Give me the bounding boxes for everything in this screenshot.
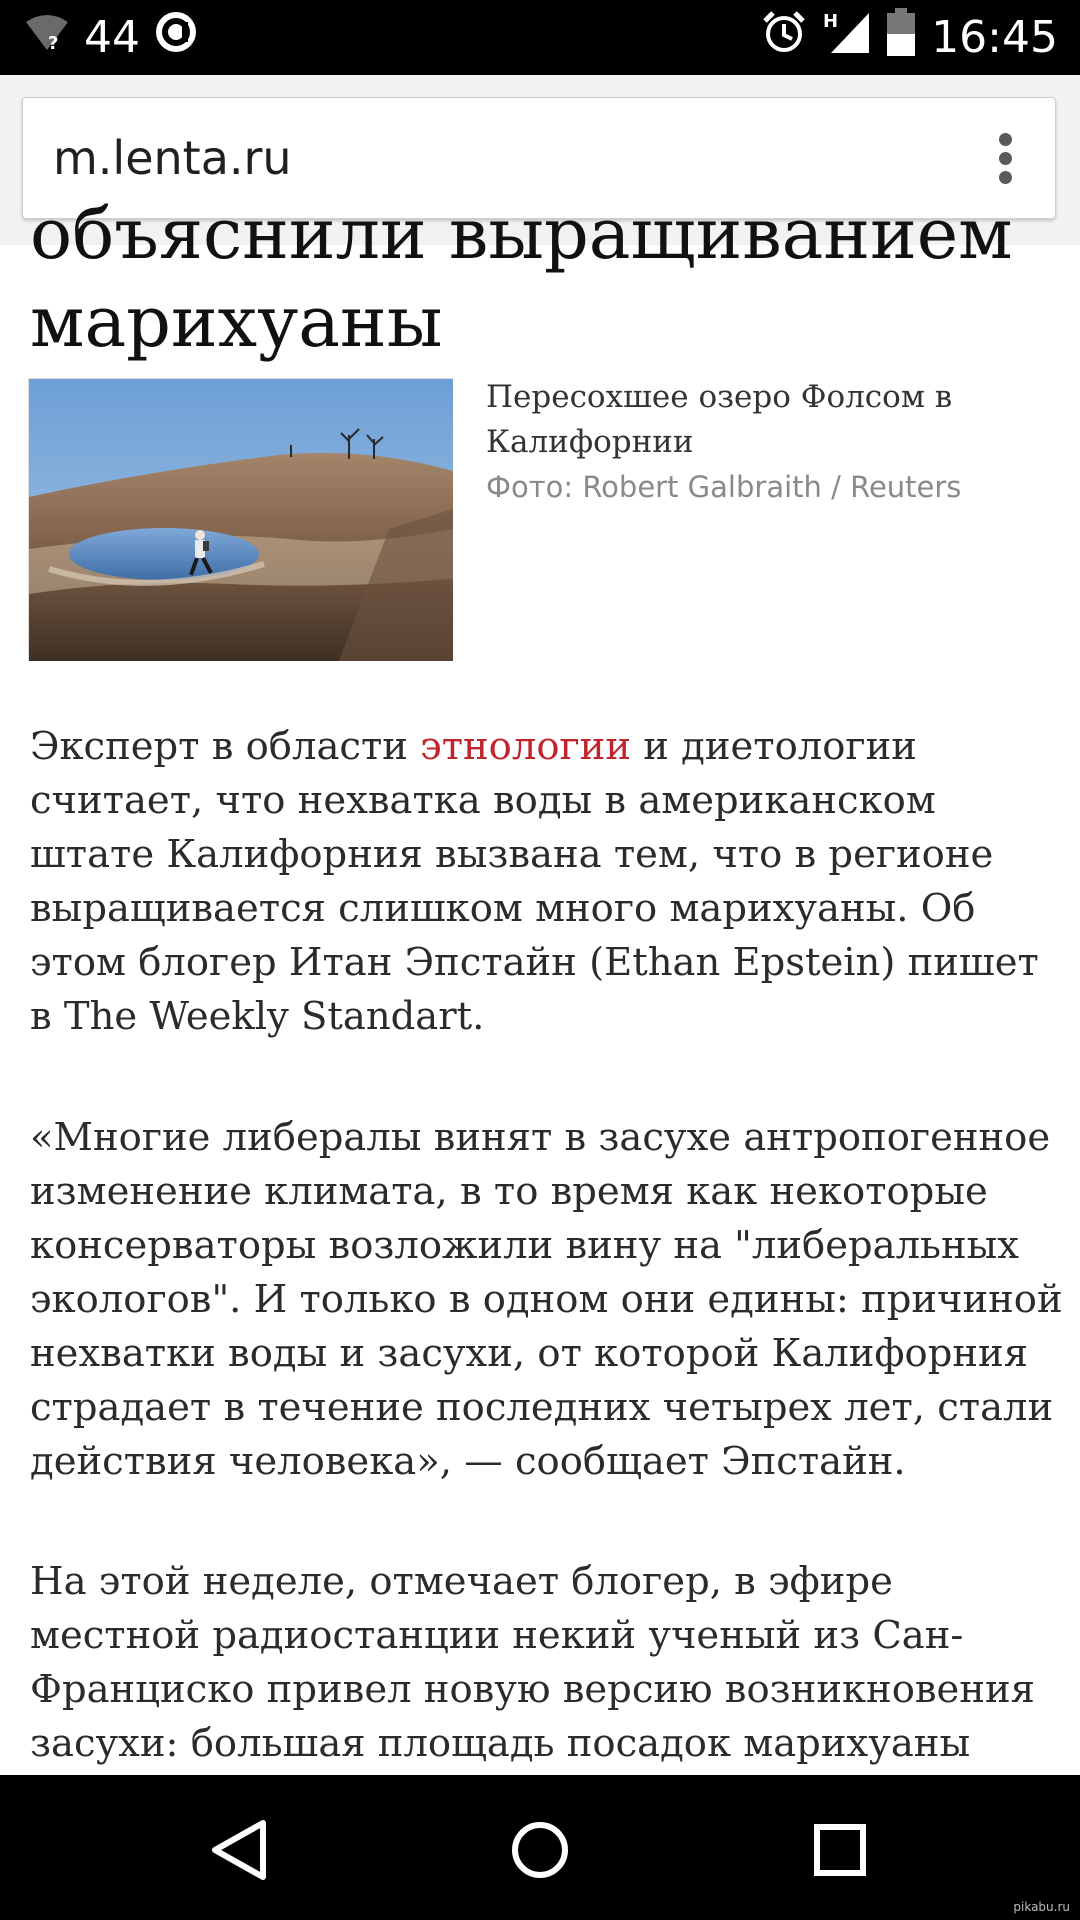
back-icon[interactable] xyxy=(195,1805,285,1895)
photo-caption-text: Пересохшее озеро Фолсом в Калифорнии xyxy=(486,379,953,460)
paragraph-2: «Многие либералы винят в засухе антропогенное изменение климата, в то время как некоторые консерваторы возложили вину на "либеральных экологов". И только в одном они едины: причиной нехватки воды и засухи, от которой Калифорния страдает в течение последних четырех лет, стали действия человека», — сообщает Эпстайн. xyxy=(30,1115,1063,1484)
paragraph-1-rest: и диетологии считает, что нехватка воды в американском штате Калифорния вызвана тем, что в регионе выращивается слишком много марихуаны. Об этом блогер Итан Эпстайн (Ethan Epstein) пишет в The Weekly Standart. xyxy=(30,724,1039,1039)
alarm-icon xyxy=(761,9,807,66)
ethnology-link[interactable]: этнологии xyxy=(420,724,631,769)
paragraph-1-lead: Эксперт в области xyxy=(30,724,421,769)
paragraph-1 xyxy=(30,720,1065,1044)
wifi-unknown-icon xyxy=(24,12,70,63)
article-content xyxy=(0,193,1080,1775)
photo-credit: Фото: Robert Galbraith / Reuters xyxy=(486,470,962,504)
battery-icon xyxy=(887,8,915,67)
navigation-bar xyxy=(0,1775,1080,1920)
notification-app-icon xyxy=(154,10,198,65)
status-bar xyxy=(0,0,1080,75)
svg-text:H: H xyxy=(823,11,839,32)
svg-text:?: ? xyxy=(48,33,59,54)
photo-caption xyxy=(486,375,1046,510)
home-icon[interactable] xyxy=(495,1805,585,1895)
url-text[interactable]: m.lenta.ru xyxy=(53,131,292,185)
overflow-menu-icon[interactable] xyxy=(999,133,1013,185)
clock: 16:45 xyxy=(931,12,1058,63)
cell-signal-icon xyxy=(823,9,871,66)
recents-icon[interactable] xyxy=(795,1805,885,1895)
notification-count: 44 xyxy=(84,12,140,63)
watermark: pikabu.ru xyxy=(1013,1900,1070,1914)
paragraph-3: На этой неделе, отмечает блогер, в эфире местной радиостанции некий ученый из Сан-Франциско привел новую версию возникновения засухи: большая площадь посадок марихуаны xyxy=(30,1559,1035,1766)
article-headline: объяснили выращиванием марихуаны xyxy=(30,193,1013,363)
article-photo[interactable] xyxy=(28,378,452,660)
